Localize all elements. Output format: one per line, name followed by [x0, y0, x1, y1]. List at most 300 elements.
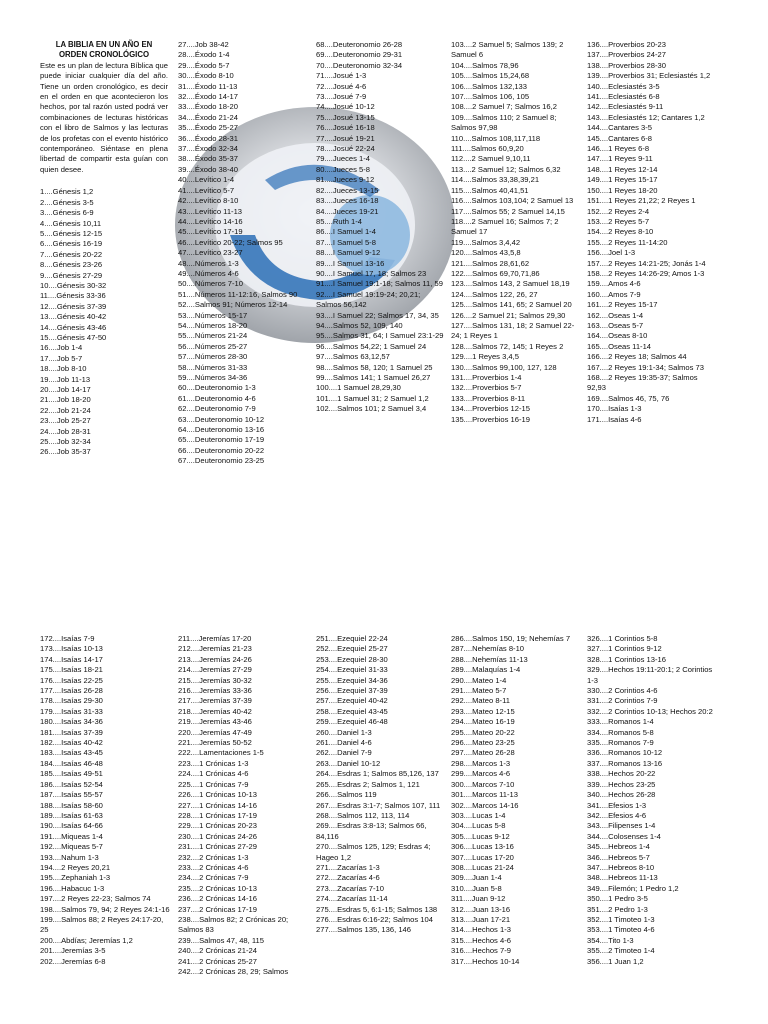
reading-entry: 166....2 Reyes 18; Salmos 44: [587, 352, 687, 362]
reading-entry: 303....Lucas 1-4: [451, 810, 506, 820]
reading-entry: 41....Levítico 5-7: [178, 185, 235, 195]
reading-entry: 60....Deuteronomio 1-3: [178, 383, 256, 393]
reading-entry: 219....Jeremías 43-46: [178, 717, 252, 727]
reading-entry: 159....Amos 4-6: [587, 279, 641, 289]
reading-entry: 231....1 Crónicas 27-29: [178, 842, 257, 852]
reading-entry: 230....1 Crónicas 24-26: [178, 831, 257, 841]
reading-entry: 173....Isaías 10-13: [40, 644, 103, 654]
reading-entry: 181....Isaías 37-39: [40, 727, 103, 737]
reading-entry: 101....1 Samuel 31; 2 Samuel 1,2: [316, 393, 429, 403]
reading-entry: 259....Ezequiel 46-48: [316, 717, 388, 727]
reading-entry: 116....Salmos 103,104; 2 Samuel 13: [451, 196, 574, 206]
reading-entry: 51....Números 11-12:16, Salmos 90: [178, 289, 298, 299]
reading-entry: 202....Jeremías 6-8: [40, 956, 106, 966]
reading-entry: 266....Salmos 119: [316, 790, 377, 800]
reading-entry: 12....Génesis 37-39: [40, 301, 107, 311]
reading-entry: 113....2 Samuel 12; Salmos 6,32: [451, 164, 561, 174]
reading-entry: 294....Mateo 16-19: [451, 717, 515, 727]
reading-entry: 218....Jeremías 40-42: [178, 706, 252, 716]
reading-entry: 314....Hechos 1-3: [451, 925, 511, 935]
reading-entry: 21....Job 18-20: [40, 395, 91, 405]
reading-entry: 56....Números 25-27: [178, 341, 248, 351]
reading-entry: 178....Isaías 29-30: [40, 696, 103, 706]
reading-entry: 13....Génesis 40-42: [40, 312, 107, 322]
reading-entry: 72....Josué 4-6: [316, 81, 367, 91]
reading-entry: 71....Josué 1-3: [316, 71, 367, 81]
reading-entry: 62....Deuteronomio 7-9: [178, 404, 256, 414]
reading-entry: 236....2 Crónicas 14-16: [178, 894, 257, 904]
reading-entry: 182....Isaías 40-42: [40, 738, 103, 748]
reading-entry: 232....2 Crónicas 1-3: [178, 852, 249, 862]
reading-entry: 220....Jeremías 47-49: [178, 727, 252, 737]
reading-entry: 274....Zacarías 11-14: [316, 894, 388, 904]
reading-entry: 269....Esdras 3:8-13; Salmos 66, 84,116: [316, 821, 427, 841]
reading-entry: 54....Números 18-20: [178, 320, 248, 330]
reading-entry: 162....Oseas 1-4: [587, 310, 644, 320]
reading-entry: 152....2 Reyes 2-4: [587, 206, 650, 216]
reading-entry: 190....Isaías 64-66: [40, 821, 103, 831]
reading-entry: 24....Job 28-31: [40, 426, 91, 436]
reading-entry: 237....2 Crónicas 17-19: [178, 904, 257, 914]
reading-entry: 55....Números 21-24: [178, 331, 248, 341]
reading-entry: 327....1 Corintios 9-12: [587, 644, 662, 654]
reading-entry: 343....Filipenses 1-4: [587, 821, 656, 831]
reading-entry: 277....Salmos 135, 136, 146: [316, 925, 411, 935]
reading-entry: 268....Salmos 112, 113, 114: [316, 810, 410, 820]
reading-entry: 253....Ezequiel 28-30: [316, 654, 388, 664]
reading-entry: 141....Eclesiastés 6-8: [587, 92, 660, 102]
reading-entry: 201....Jeremías 3-5: [40, 946, 106, 956]
reading-entry: 352....1 Timoteo 1-3: [587, 914, 655, 924]
reading-entry: 355....2 Timoteo 1-4: [587, 946, 655, 956]
reading-entry: 43....Levítico 11-13: [178, 206, 243, 216]
reading-entry: 177....Isaías 26-28: [40, 686, 103, 696]
reading-entry: 1....Génesis 1,2: [40, 187, 94, 197]
reading-entry: 129....1 Reyes 3,4,5: [451, 352, 519, 362]
reading-entry: 161....2 Reyes 15-17: [587, 300, 658, 310]
reading-entry: 3....Génesis 6-9: [40, 208, 94, 218]
reading-entry: 134....Proverbios 12-15: [451, 404, 530, 414]
reading-entry: 240....2 Crónicas 21-24: [178, 946, 257, 956]
reading-entry: 289....Malaquías 1-4: [451, 665, 521, 675]
reading-entry: 198....Salmos 79, 94; 2 Reyes 24:1-16: [40, 904, 170, 914]
reading-entry: 37....Éxodo 32-34: [178, 144, 238, 154]
reading-entry: 27....Job 38-42: [178, 40, 229, 49]
reading-entry: 346....Hebreos 5-7: [587, 852, 650, 862]
reading-entry: 227....1 Crónicas 14-16: [178, 800, 257, 810]
reading-entry: 270....Salmos 125, 129; Esdras 4; Hageo 1,2: [316, 842, 431, 862]
reading-entry: 199....Salmos 88; 2 Reyes 24:17-20, 25: [40, 914, 164, 935]
reading-entry: 50....Números 7-10: [178, 279, 243, 289]
reading-entry: 304....Lucas 5-8: [451, 821, 506, 831]
reading-entry: 140....Eclesiastés 3-5: [587, 81, 660, 91]
reading-entry: 39....Éxodo 38-40: [178, 164, 238, 174]
reading-entry: 117....Salmos 55; 2 Samuel 14,15: [451, 206, 565, 216]
reading-entry: 197....2 Reyes 22-23; Salmos 74: [40, 894, 151, 904]
reading-entry: 330....2 Corintios 4-6: [587, 686, 658, 696]
reading-entry: 170....Isaías 1-3: [587, 404, 642, 414]
reading-entry: 275....Esdras 5, 6:1-15; Salmos 138: [316, 904, 438, 914]
reading-entry: 264....Esdras 1; Salmos 85,126, 137: [316, 769, 439, 779]
reading-entry: 226....1 Crónicas 10-13: [178, 790, 257, 800]
reading-entry: 242....2 Crónicas 28, 29; Salmos: [178, 967, 289, 976]
reading-entry: 78....Josué 22-24: [316, 144, 375, 154]
reading-entry: 225....1 Crónicas 7-9: [178, 779, 249, 789]
reading-entry: 233....2 Crónicas 4-6: [178, 862, 249, 872]
reading-entry: 336....Romanos 10-12: [587, 748, 663, 758]
reading-entry: 200....Abdías; Jeremías 1,2: [40, 935, 133, 945]
reading-entry: 58....Números 31-33: [178, 362, 248, 372]
reading-entry: 167....2 Reyes 19:1-34; Salmos 73: [587, 362, 704, 372]
reading-entry: 328....1 Corintios 13-16: [587, 654, 666, 664]
reading-entry: 20....Job 14-17: [40, 385, 91, 394]
reading-entry: 339....Hechos 23-25: [587, 779, 656, 789]
reading-entry: 42....Levítico 8-10: [178, 196, 239, 206]
reading-entry: 105....Salmos 15,24,68: [451, 71, 530, 81]
reading-entry: 132....Proverbios 5-7: [451, 383, 522, 393]
reading-entry: 115....Salmos 40,41,51: [451, 185, 529, 195]
reading-entry: 121....Salmos 28,61,62: [451, 258, 530, 268]
reading-entry: 44....Levítico 14-16: [178, 216, 243, 226]
reading-entry: 175....Isaías 18-21: [40, 665, 103, 675]
reading-entry: 11....Génesis 33-36: [40, 291, 106, 301]
reading-entry: 96....Salmos 54,22; 1 Samuel 24: [316, 341, 427, 351]
reading-entry: 104....Salmos 78,96: [451, 60, 519, 70]
reading-entry: 179....Isaías 31-33: [40, 706, 103, 716]
reading-entry: 174....Isaías 14-17: [40, 654, 103, 664]
reading-entry: 168....2 Reyes 19:35-37; Salmos 92,93: [587, 373, 698, 393]
reading-entry: 145....Cantares 6-8: [587, 133, 653, 143]
reading-entry: 223....1 Crónicas 1-3: [178, 758, 249, 768]
reading-entry: 8....Génesis 23-26: [40, 260, 103, 270]
reading-entry: 66....Deuteronomio 20-22: [178, 445, 265, 455]
reading-entry: 57....Números 28-30: [178, 352, 248, 362]
reading-entry: 164....Oseas 8-10: [587, 331, 648, 341]
reading-entry: 265....Esdras 2; Salmos 1, 121: [316, 779, 420, 789]
reading-entry: 354....Tito 1-3: [587, 935, 634, 945]
reading-entry: 171....Isaías 4-6: [587, 414, 642, 424]
reading-entry: 272....Zacarías 4-6: [316, 873, 380, 883]
reading-entry: 86....I Samuel 1-4: [316, 227, 376, 237]
reading-entry: 32....Éxodo 14-17: [178, 92, 238, 102]
reading-entry: 238....Salmos 82; 2 Crónicas 20; Salmos 83: [178, 914, 289, 935]
reading-entry: 33....Éxodo 18-20: [178, 102, 238, 112]
reading-entry: 126....2 Samuel 21; Salmos 29,30: [451, 310, 566, 320]
reading-entry: 31....Éxodo 11-13: [178, 81, 238, 91]
reading-entry: 316....Hechos 7-9: [451, 946, 511, 956]
reading-entry: 148....1 Reyes 12-14: [587, 164, 658, 174]
reading-entry: 192....Miqueas 5-7: [40, 842, 103, 852]
reading-entry: 310....Juan 5-8: [451, 883, 502, 893]
reading-entry: 26....Job 35-37: [40, 447, 91, 457]
reading-entry: 267....Esdras 3:1-7; Salmos 107, 111: [316, 800, 441, 810]
reading-entry: 142....Eclesiastés 9-11: [587, 102, 664, 112]
reading-entry: 150....1 Reyes 18-20: [587, 185, 658, 195]
reading-entry: 153....2 Reyes 5-7: [587, 216, 650, 226]
reading-entry: 22....Job 21-24: [40, 405, 91, 415]
reading-entry: 7....Génesis 20-22: [40, 249, 103, 259]
reading-entry: 118....2 Samuel 16; Salmos 7; 2 Samuel 17: [451, 216, 559, 237]
top-column-5: [587, 40, 717, 425]
reading-entry: 176....Isaías 22-25: [40, 675, 103, 685]
reading-entry: 256....Ezequiel 37-39: [316, 686, 388, 696]
reading-entry: 309....Juan 1-4: [451, 873, 502, 883]
reading-entry: 344....Colosenses 1-4: [587, 831, 661, 841]
reading-entry: 332....2 Corintios 10-13; Hechos 20:2: [587, 706, 713, 716]
reading-entry: 61....Deuteronomio 4-6: [178, 393, 256, 403]
reading-entry: 114....Salmos 33,38,39,21: [451, 175, 540, 185]
reading-entry: 292....Mateo 8-11: [451, 696, 510, 706]
reading-entry: 144....Cantares 3-5: [587, 123, 653, 133]
reading-entry: 87....I Samuel 5-8: [316, 237, 376, 247]
reading-entry: 137....Proverbios 24-27: [587, 50, 666, 60]
reading-entry: 254....Ezequiel 31-33: [316, 665, 388, 675]
intro-title-line2: ORDEN CRONOLÓGICO: [58, 50, 150, 60]
reading-entry: 158....2 Reyes 14:26-29; Amos 1-3: [587, 268, 705, 278]
reading-entry: 329....Hechos 19:11-20:1; 2 Corintios 1-3: [587, 665, 713, 685]
reading-entry: 109....Salmos 110; 2 Samuel 8; Salmos 97,98: [451, 112, 557, 133]
reading-entry: 70....Deuteronomio 32-34: [316, 60, 403, 70]
reading-entry: 196....Habacuc 1-3: [40, 883, 105, 893]
reading-entry: 349....Filemón; 1 Pedro 1,2: [587, 883, 679, 893]
reading-entry: 93....I Samuel 22; Salmos 17, 34, 35: [316, 310, 439, 320]
reading-entry: 189....Isaías 61-63: [40, 810, 103, 820]
reading-entry: 194....2 Reyes 20,21: [40, 862, 111, 872]
reading-entry: 356....1 Juan 1,2: [587, 956, 644, 966]
reading-entry: 341....Efesios 1-3: [587, 800, 647, 810]
reading-entry: 124....Salmos 122, 26, 27: [451, 289, 538, 299]
reading-entry: 296....Mateo 23-25: [451, 738, 515, 748]
reading-entry: 80....Jueces 5-8: [316, 164, 371, 174]
top-column-3: [316, 40, 446, 415]
reading-entry: 217....Jeremías 37-39: [178, 696, 252, 706]
reading-entry: 133....Proverbios 8-11: [451, 393, 526, 403]
reading-entry: 127....Salmos 131, 18; 2 Samuel 22-24; 1 Reyes 1: [451, 320, 575, 341]
reading-entry: 216....Jeremías 33-36: [178, 686, 252, 696]
reading-entry: 234....2 Crónicas 7-9: [178, 873, 249, 883]
reading-entry: 195....Zephaniah 1-3: [40, 873, 111, 883]
reading-entry: 191....Miqueas 1-4: [40, 831, 103, 841]
reading-entry: 2....Génesis 3-5: [40, 197, 94, 207]
reading-entry: 73....Josué 7-9: [316, 92, 367, 102]
reading-entry: 301....Marcos 11-13: [451, 790, 518, 800]
reading-entry: 138....Proverbios 28-30: [587, 60, 666, 70]
reading-entry: 239....Salmos 47, 48, 115: [178, 935, 264, 945]
reading-entry: 100....1 Samuel 28,29,30: [316, 383, 401, 393]
reading-entry: 169....Salmos 46, 75, 76: [587, 393, 670, 403]
reading-entry: 5....Génesis 12-15: [40, 228, 103, 238]
reading-entry: 186....Isaías 52-54: [40, 779, 103, 789]
reading-entry: 47....Levítico 23-27: [178, 248, 243, 258]
reading-entry: 300....Marcos 7-10: [451, 779, 515, 789]
reading-entry: 188....Isaías 58-60: [40, 800, 103, 810]
reading-entry: 35....Éxodo 25-27: [178, 123, 238, 133]
reading-entry: 102....Salmos 101; 2 Samuel 3,4: [316, 404, 427, 414]
reading-entry: 6....Génesis 16-19: [40, 239, 103, 249]
reading-entry: 88....I Samuel 9-12: [316, 248, 381, 258]
reading-entry: 342....Efesios 4-6: [587, 810, 647, 820]
reading-entry: 92....I Samuel 19:19-24; 20,21; Salmos 56,142: [316, 289, 421, 310]
reading-entry: 348....Hebreos 11-13: [587, 873, 658, 883]
intro-text: Este es un plan de lectura Bíblica que puede iniciar cualquier día del año. Tiene un orden cronológico, es decir en el orden en que acontecieron los hechos, por tal razón usted podrá ver combinaciones de lecturas históricas con el libro de Salmos y las lecturas de los profetas con el evento histórico contemporáneo. Siéntase en plena libertad de compartir esta guían con quien desee.: [40, 60, 168, 174]
reading-entry: 23....Job 25-27: [40, 416, 91, 426]
reading-entry: 345....Hebreos 1-4: [587, 842, 650, 852]
reading-entry: 335....Romanos 7-9: [587, 738, 654, 748]
reading-entry: 110....Salmos 108,117,118: [451, 133, 541, 143]
reading-entry: 180....Isaías 34-36: [40, 717, 103, 727]
top-column-2: [178, 40, 308, 467]
reading-entry: 290....Mateo 1-4: [451, 675, 507, 685]
reading-entry: 143....Eclesiastés 12; Cantares 1,2: [587, 112, 705, 122]
reading-entry: 222....Lamentaciones 1-5: [178, 748, 264, 758]
reading-entry: 305....Lucas 9-12: [451, 831, 510, 841]
top-column-1: [40, 40, 168, 458]
reading-entry: 130....Salmos 99,100, 127, 128: [451, 362, 557, 372]
reading-entry: 235....2 Crónicas 10-13: [178, 883, 257, 893]
reading-entry: 65....Deuteronomio 17-19: [178, 435, 265, 445]
reading-entry: 81....Jueces 9-12: [316, 175, 375, 185]
reading-entry: 45....Levítico 17-19: [178, 227, 243, 237]
reading-entry: 40....Levítico 1-4: [178, 175, 235, 185]
reading-entry: 123....Salmos 143, 2 Samuel 18,19: [451, 279, 570, 289]
reading-entry: 149....1 Reyes 15-17: [587, 175, 658, 185]
reading-entry: 297....Mateo 26-28: [451, 748, 515, 758]
reading-entry: 75....Josué 13-15: [316, 112, 375, 122]
reading-entry: 350....1 Pedro 3-5: [587, 894, 648, 904]
reading-entry: 77....Josué 19-21: [316, 133, 375, 143]
reading-entry: 17....Job 5-7: [40, 353, 83, 363]
reading-entry: 46....Levítico 20-22; Salmos 95: [178, 237, 283, 247]
reading-entry: 135....Proverbios 16-19: [451, 414, 530, 424]
reading-entry: 38....Éxodo 35-37: [178, 154, 238, 164]
reading-entry: 29....Éxodo 5-7: [178, 60, 230, 70]
reading-entry: 214....Jeremías 27-29: [178, 665, 252, 675]
reading-entry: 103....2 Samuel 5; Salmos 139; 2 Samuel 6: [451, 40, 564, 60]
reading-entry: 15....Génesis 47-50: [40, 332, 107, 342]
reading-entry: 14....Génesis 43-46: [40, 322, 107, 332]
reading-entry: 85....Ruth 1-4: [316, 216, 363, 226]
reading-entry: 228....1 Crónicas 17-19: [178, 810, 257, 820]
reading-entry: 299....Marcos 4-6: [451, 769, 511, 779]
reading-entry: 34....Éxodo 21-24: [178, 112, 238, 122]
bottom-column-1: [40, 634, 170, 967]
reading-entry: 131....Proverbios 1-4: [451, 373, 522, 382]
reading-entry: 52....Salmos 91; Números 12-14: [178, 300, 288, 310]
reading-entry: 19....Job 11-13: [40, 374, 91, 384]
reading-entry: 9....Génesis 27-29: [40, 270, 103, 280]
reading-entry: 261....Daniel 4-6: [316, 738, 372, 748]
reading-entry: 351....2 Pedro 1-3: [587, 904, 648, 914]
reading-entry: 312....Juan 13-16: [451, 904, 511, 914]
reading-entry: 286....Salmos 150, 19; Nehemías 7: [451, 634, 571, 643]
reading-entry: 25....Job 32-34: [40, 437, 91, 447]
reading-entry: 139....Proverbios 31; Eclesiastés 1,2: [587, 71, 711, 81]
reading-entry: 91....I Samuel 19:1-18; Salmos 11, 59: [316, 279, 443, 289]
reading-entry: 291....Mateo 5-7: [451, 686, 507, 696]
reading-entry: 107....Salmos 106, 105: [451, 92, 530, 102]
reading-entry: 165....Oseas 11-14: [587, 341, 652, 351]
reading-entry: 82....Jueces 13-15: [316, 185, 379, 195]
reading-entry: 120....Salmos 43,5,8: [451, 248, 521, 258]
reading-entry: 185....Isaías 49-51: [40, 769, 103, 779]
reading-entry: 224....1 Crónicas 4-6: [178, 769, 249, 779]
reading-entry: 193....Nahum 1-3: [40, 852, 99, 862]
reading-entry: 106....Salmos 132,133: [451, 81, 527, 91]
reading-entry: 287....Nehemías 8-10: [451, 644, 525, 654]
reading-entry: 213....Jeremías 24-26: [178, 654, 252, 664]
reading-entry: 67....Deuteronomio 23-25: [178, 456, 265, 466]
reading-entry: 260....Daniel 1-3: [316, 727, 372, 737]
reading-entry: 89....I Samuel 13-16: [316, 258, 385, 268]
reading-entry: 108....2 Samuel 7; Salmos 16,2: [451, 102, 557, 112]
reading-entry: 187....Isaías 55-57: [40, 790, 103, 800]
reading-entry: 298....Marcos 1-3: [451, 758, 511, 768]
reading-entry: 136....Proverbios 20-23: [587, 40, 666, 49]
reading-entry: 288....Nehemías 11-13: [451, 654, 528, 664]
reading-entry: 122....Salmos 69,70,71,86: [451, 268, 540, 278]
reading-entry: 16....Job 1-4: [40, 343, 83, 353]
reading-entry: 63....Deuteronomio 10-12: [178, 414, 265, 424]
reading-entry: 241....2 Crónicas 25-27: [178, 956, 257, 966]
reading-entry: 59....Números 34-36: [178, 373, 248, 382]
reading-entry: 64....Deuteronomio 13-16: [178, 425, 265, 435]
reading-entry: 262....Daniel 7-9: [316, 748, 372, 758]
reading-entry: 98....Salmos 58, 120; 1 Samuel 25: [316, 362, 433, 372]
reading-entry: 48....Números 1-3: [178, 258, 239, 268]
bottom-column-5: [587, 634, 717, 967]
reading-entry: 307....Lucas 17-20: [451, 852, 514, 862]
reading-entry: 160....Amos 7-9: [587, 289, 641, 299]
reading-entry: 251....Ezequiel 22-24: [316, 634, 388, 643]
reading-entry: 68....Deuteronomio 26-28: [316, 40, 403, 49]
reading-entry: 211....Jeremías 17-20: [178, 634, 252, 643]
reading-entry: 147....1 Reyes 9-11: [587, 154, 653, 164]
reading-entry: 74....Josué 10-12: [316, 102, 375, 112]
reading-entry: 84....Jueces 19-21: [316, 206, 379, 216]
reading-entry: 315....Hechos 4-6: [451, 935, 511, 945]
reading-entry: 276....Esdras 6:16-22; Salmos 104: [316, 914, 433, 924]
reading-entry: 313....Juan 17-21: [451, 914, 511, 924]
intro-title-line1: LA BIBLIA EN UN AÑO EN: [55, 40, 153, 49]
reading-entry: 212....Jeremías 21-23: [178, 644, 252, 654]
reading-entry: 333....Romanos 1-4: [587, 717, 654, 727]
reading-entry: 154....2 Reyes 8-10: [587, 227, 654, 237]
bottom-column-4: [451, 634, 581, 967]
reading-entry: 184....Isaías 46-48: [40, 758, 103, 768]
reading-entry: 4....Génesis 10,11: [40, 218, 102, 228]
reading-entry: 334....Romanos 5-8: [587, 727, 654, 737]
reading-entry: 338....Hechos 20-22: [587, 769, 656, 779]
reading-entry: 155....2 Reyes 11-14:20: [587, 237, 668, 247]
reading-entry: 308....Lucas 21-24: [451, 862, 514, 872]
reading-entry: 293....Mateo 12-15: [451, 706, 515, 716]
reading-entry: 353....1 Timoteo 4-6: [587, 925, 655, 935]
reading-entry: 255....Ezequiel 34-36: [316, 675, 388, 685]
bottom-column-2: [178, 634, 308, 977]
reading-entry: 221....Jeremías 50-52: [178, 738, 252, 748]
reading-entry: 30....Éxodo 8-10: [178, 71, 234, 81]
reading-entry: 156....Joel 1-3: [587, 248, 636, 258]
reading-entry: 49....Números 4-6: [178, 268, 239, 278]
reading-entry: 99....Salmos 141; 1 Samuel 26,27: [316, 373, 431, 382]
reading-entry: 151....1 Reyes 21,22; 2 Reyes 1: [587, 196, 696, 206]
reading-entry: 90....I Samuel 17, 18; Salmos 23: [316, 268, 427, 278]
reading-entry: 311....Juan 9-12: [451, 894, 506, 904]
reading-entry: 125....Salmos 141, 65; 2 Samuel 20: [451, 300, 572, 310]
top-column-4: [451, 40, 581, 425]
reading-entry: 302....Marcos 14-16: [451, 800, 519, 810]
reading-entry: 229....1 Crónicas 20-23: [178, 821, 257, 831]
